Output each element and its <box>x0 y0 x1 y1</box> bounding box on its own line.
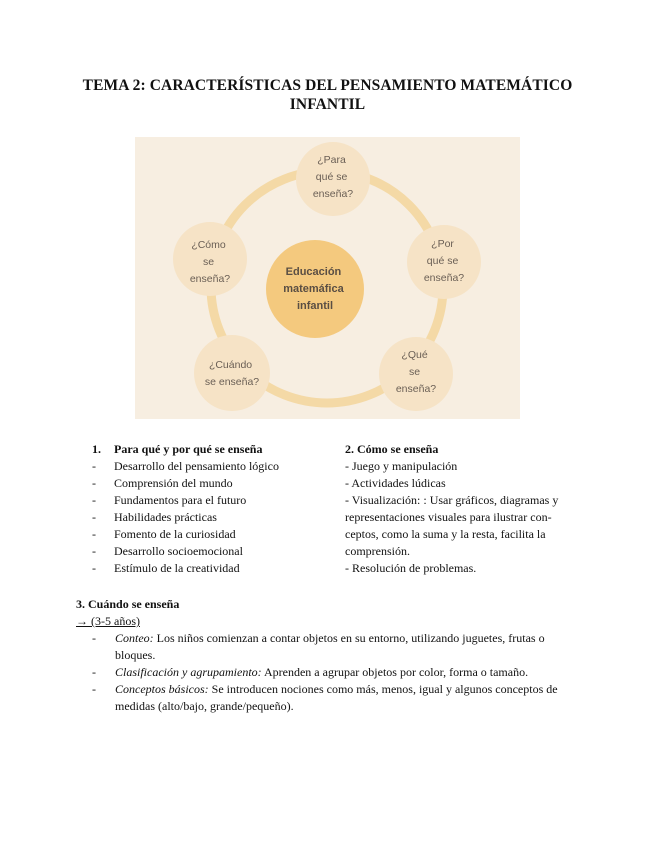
node-2-line-3: enseña? <box>423 272 465 284</box>
center-line-2: matemáfica <box>283 283 344 295</box>
list-item: - Desarrollo socioemocional <box>92 544 243 558</box>
title-line-2: INFANTIL <box>289 96 366 113</box>
node-2-line-1: ¿Por <box>431 238 454 250</box>
list-item: - Clasificación y agrupamiento: Aprenden a agrupar objetos por color, forma o tamaño. <box>92 665 529 679</box>
node-4-line-2: se enseña? <box>204 376 260 388</box>
list-item: - Conteo: Los niños comienzan a contar objetos en su entorno, utilizando juguetes, frutas o bloques. <box>92 631 545 662</box>
section-3-heading: 3. Cuándo se enseña <box>76 597 180 611</box>
diagram-node-cuando <box>194 335 270 411</box>
section-1-title: Para qué y por qué se enseña <box>114 442 263 456</box>
section-1-heading <box>92 441 332 458</box>
page-title <box>60 76 595 114</box>
section-2-line: - Resolución de problemas. <box>345 561 477 575</box>
list-item-text: Estímulo de la creatividad <box>114 561 240 575</box>
list-item: - Habilidades prácticas <box>92 510 217 524</box>
list-item-text: Comprensión del mundo <box>114 476 233 490</box>
node-3-line-3: enseña? <box>395 383 437 395</box>
section-1-number: 1. <box>92 442 101 456</box>
age-range: → (3-5 años) <box>76 614 140 628</box>
term-conceptos-text: Se introducen nociones como más, menos, igual y algunos conceptos de medidas (alto/bajo, grande/pequeño). <box>115 682 558 713</box>
section-como <box>345 441 580 577</box>
list-item-text: Desarrollo del pensamiento lógico <box>114 459 279 473</box>
node-1-line-2: qué se <box>315 171 348 183</box>
list-item: - Conceptos básicos: Se introducen nociones como más, menos, igual y algunos conceptos de medidas (alto/bajo, grande/pequeño). <box>92 682 558 713</box>
term-clasificacion-text: Aprenden a agrupar objetos por color, forma o tamaño. <box>261 665 529 679</box>
term-conceptos: Conceptos básicos: <box>115 682 209 696</box>
term-clasificacion: Clasificación y agrupamiento: <box>115 665 262 679</box>
list-item-text: Fomento de la curiosidad <box>114 527 236 541</box>
section-2-line: ceptos, como la suma y la resta, facilita la <box>345 527 546 541</box>
node-2-line-2: qué se <box>426 255 459 267</box>
section-2-line: - Actividades lúdicas <box>345 476 446 490</box>
list-item: - Desarrollo del pensamiento lógico <box>92 459 279 473</box>
center-line-1: Educación <box>285 266 342 278</box>
list-item: - Fomento de la curiosidad <box>92 527 236 541</box>
section-para-que <box>92 441 332 577</box>
term-conteo-text: Los niños comienzan a contar objetos en su entorno, utilizando juguetes, frutas o bloques. <box>115 631 545 662</box>
node-1-line-1: ¿Para <box>317 154 346 166</box>
list-item-text: Habilidades prácticas <box>114 510 217 524</box>
section-2-line: representaciones visuales para ilustrar con- <box>345 510 552 524</box>
concept-diagram-svg <box>135 137 520 419</box>
section-2-line: comprensión. <box>345 544 410 558</box>
list-item: - Fundamentos para el futuro <box>92 493 247 507</box>
list-item-text: Desarrollo socioemocional <box>114 544 243 558</box>
section-2-heading: 2. Cómo se enseña <box>345 442 439 456</box>
title-line-1: TEMA 2: CARACTERÍSTICAS DEL PENSAMIENTO MATEMÁTICO <box>82 77 573 94</box>
list-item-text: Fundamentos para el futuro <box>114 493 247 507</box>
section-2-line: - Visualización: : Usar gráficos, diagramas y <box>345 493 559 507</box>
term-conteo: Conteo: <box>115 631 154 645</box>
section-cuando <box>76 596 586 715</box>
node-4-line-1: ¿Cuándo <box>208 359 253 371</box>
node-5-line-3: enseña? <box>189 273 231 285</box>
section-2-line: - Juego y manipulación <box>345 459 458 473</box>
node-para-que-label <box>313 154 353 200</box>
center-line-3: infantil <box>296 300 334 312</box>
node-3-line-1: ¿Qué <box>401 349 428 361</box>
node-1-line-3: enseña? <box>312 188 354 200</box>
list-item: - Estímulo de la creatividad <box>92 561 240 575</box>
node-5-line-1: ¿Cómo <box>191 239 226 251</box>
concept-diagram <box>135 137 520 419</box>
node-5-line-2: se <box>202 256 215 268</box>
list-item: - Comprensión del mundo <box>92 476 233 490</box>
node-3-line-2: se <box>408 366 421 378</box>
